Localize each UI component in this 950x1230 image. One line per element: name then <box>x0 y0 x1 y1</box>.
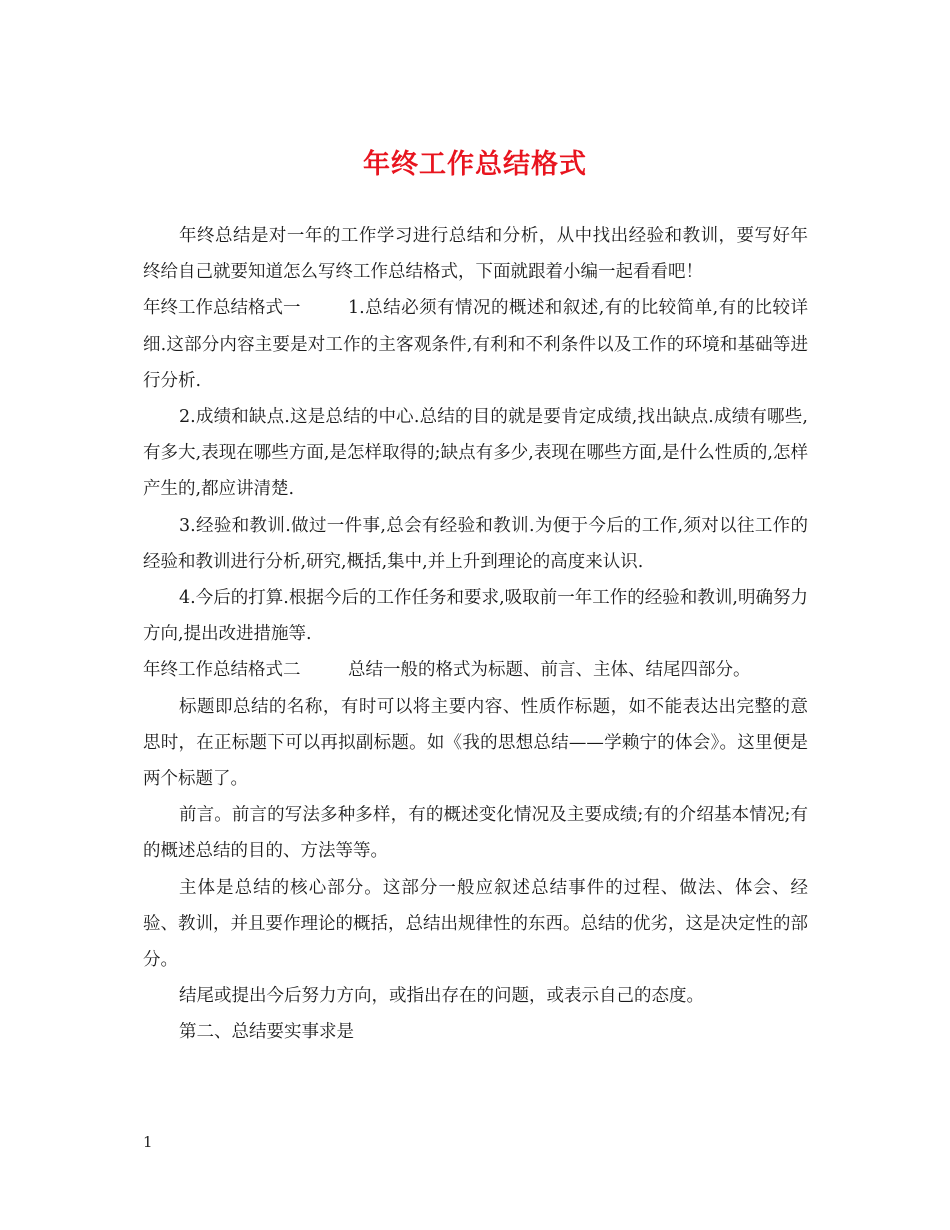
section-1-paragraph-4: 4.今后的打算.根据今后的工作任务和要求,吸取前一年工作的经验和教训,明确努力方向,提出改进措施等. <box>143 588 808 645</box>
section-2-first-paragraph <box>143 652 808 688</box>
intro-paragraph: 年终总结是对一年的工作学习进行总结和分析，从中找出经验和教训，要写好年终给自己就要知道怎么写终工作总结格式，下面就跟着小编一起看看吧！ <box>143 226 808 283</box>
page-number: 1 <box>143 1133 153 1151</box>
section-2-heading: 年终工作总结格式二 <box>143 660 301 681</box>
document-title: 年终工作总结格式 <box>363 149 587 180</box>
section-2-paragraph-6: 第二、总结要实事求是 <box>179 1022 354 1043</box>
section-2-paragraph-4: 主体是总结的核心部分。这部分一般应叙述总结事件的过程、做法、体会、经验、教训，并且要作理论的概括，总结出规律性的东西。总结的优劣，这是决定性的部分。 <box>143 877 808 971</box>
section-2-paragraph-3: 前言。前言的写法多种多样，有的概述变化情况及主要成绩;有的介绍基本情况;有的概述总结的目的、方法等等。 <box>143 805 808 862</box>
section-2-paragraph-5: 结尾或提出今后努力方向，或指出存在的问题，或表示自己的态度。 <box>179 986 704 1007</box>
section-1-paragraph-2: 2.成绩和缺点.这是总结的中心.总结的目的就是要肯定成绩,找出缺点.成绩有哪些,有多大,表现在哪些方面,是怎样取得的;缺点有多少,表现在哪些方面,是什么性质的,怎样产生的,都应讲清楚. <box>143 407 808 500</box>
section-2-paragraph-1: 总结一般的格式为标题、前言、主体、结尾四部分。 <box>348 660 751 681</box>
section-1-paragraph-3: 3.经验和教训.做过一件事,总会有经验和教训.为便于今后的工作,须对以往工作的经验和教训进行分析,研究,概括,集中,并上升到理论的高度来认识. <box>143 515 808 572</box>
section-1-heading: 年终工作总结格式一 <box>143 298 301 319</box>
section-1-paragraph-1: 1.总结必须有情况的概述和叙述,有的比较简单,有的比较详细.这部分内容主要是对工作的主客观条件,有利和不利条件以及工作的环境和基础等进行分析. <box>143 298 808 391</box>
section-1-first-paragraph <box>143 290 808 399</box>
section-2-paragraph-2: 标题即总结的名称，有时可以将主要内容、性质作标题，如不能表达出完整的意思时，在正标题下可以再拟副标题。如《我的思想总结——学赖宁的体会》。这里便是两个标题了。 <box>143 696 808 790</box>
document-body <box>143 218 808 1051</box>
